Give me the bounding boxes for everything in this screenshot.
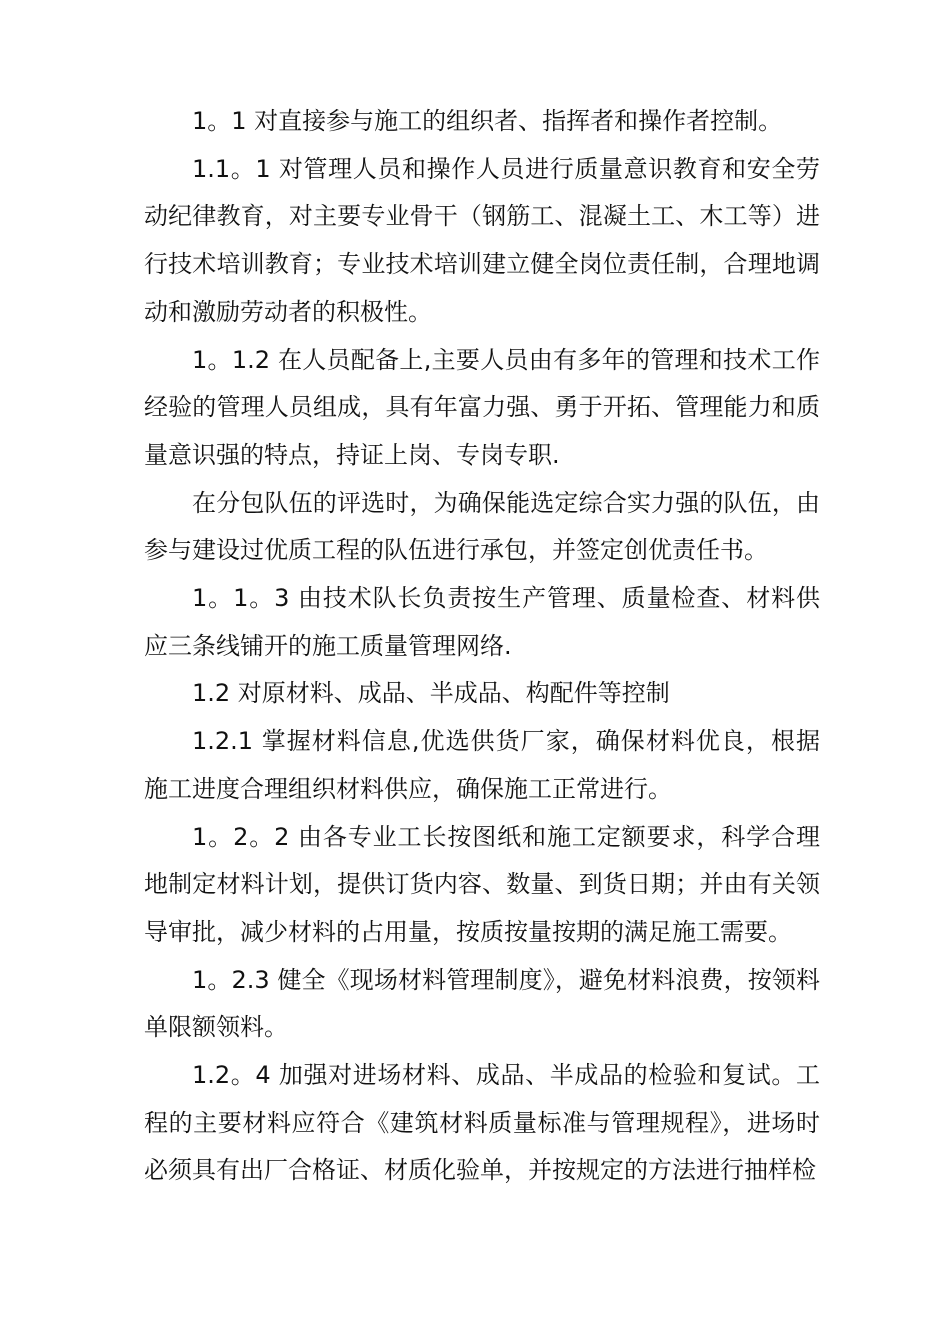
paragraph-1-2-2: 1。2。2 由各专业工长按图纸和施工定额要求，科学合理地制定材料计划，提供订货内容、数量、到货日期；并由有关领导审批，减少材料的占用量，按质按量按期的满足施工需要。 <box>144 822 820 946</box>
paragraph-1-2-4: 1.2。4 加强对进场材料、成品、半成品的检验和复试。工程的主要材料应符合《建筑材料质量标准与管理规程》，进场时必须具有出厂合格证、材质化验单，并按规定的方法进行抽样检 <box>144 1061 820 1185</box>
paragraph-1-1-1: 1.1。1 对管理人员和操作人员进行质量意识教育和安全劳动纪律教育，对主要专业骨干（钢筋工、混凝土工、木工等）进行技术培训教育；专业技术培训建立健全岗位责任制，合理地调动和激励劳动者的积极性。 <box>144 154 820 326</box>
paragraph-1-1-heading: 1。1 对直接参与施工的组织者、指挥者和操作者控制。 <box>192 107 783 135</box>
paragraph-1-2-3: 1。2.3 健全《现场材料管理制度》，避免材料浪费，按领料单限额领料。 <box>144 965 820 1042</box>
paragraph-1-2-heading: 1.2 对原材料、成品、半成品、构配件等控制 <box>192 679 670 708</box>
paragraph-subcontractor-selection: 在分包队伍的评选时，为确保能选定综合实力强的队伍，由参与建设过优质工程的队伍进行承包，并签定创优责任书。 <box>144 488 820 565</box>
paragraph-1-2-1: 1.2.1 掌握材料信息,优选供货厂家，确保材料优良，根据施工进度合理组织材料供应，确保施工正常进行。 <box>144 727 820 803</box>
paragraph-1-1-2: 1。1.2 在人员配备上,主要人员由有多年的管理和技术工作经验的管理人员组成，具有年富力强、勇于开拓、管理能力和质量意识强的特点，持证上岗、专岗专职. <box>144 345 820 469</box>
document-body <box>144 98 820 1195</box>
paragraph-1-1-3: 1。1。3 由技术队长负责按生产管理、质量检查、材料供应三条线铺开的施工质量管理网络. <box>144 584 820 660</box>
